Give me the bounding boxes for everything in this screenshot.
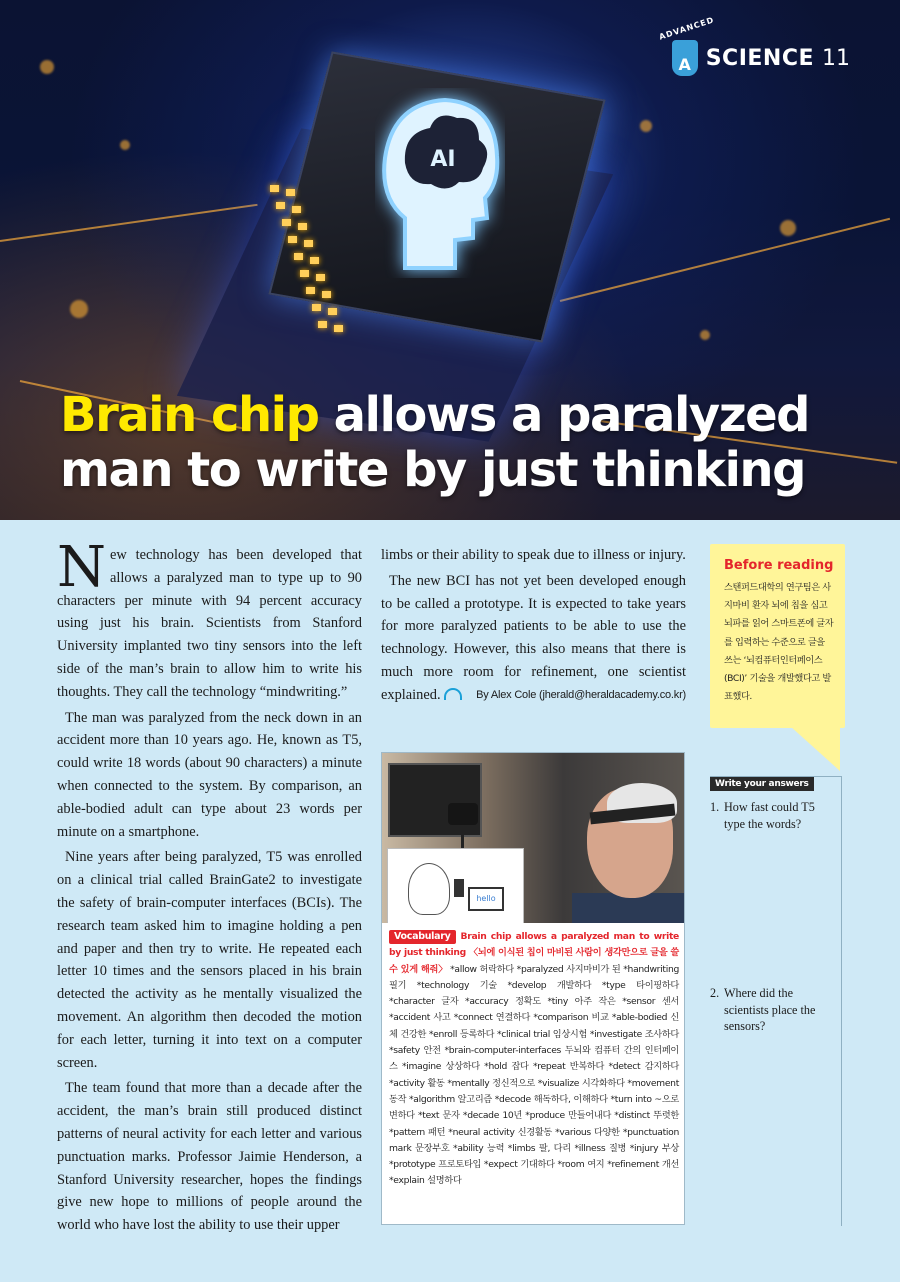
- answers-label: Write your answers: [710, 777, 814, 791]
- advanced-badge-icon: [657, 15, 716, 76]
- vocabulary-text: [389, 929, 679, 1190]
- article-photo: [382, 753, 684, 923]
- headline: [60, 388, 860, 498]
- article-paragraph: The team found that more than a decade after the accident, the man’s brain still produced distinct patterns of neural activity for each letter and various punctuation marks. Professor Jaimie Henderson, a Stanford University researcher, hopes the findings give new hope to millions of people around the world who have lost the ability to use their upper: [57, 1080, 362, 1234]
- camera-icon: [448, 803, 478, 825]
- monitor-shape: [388, 763, 482, 837]
- device-icon: [454, 879, 464, 897]
- question-2: [710, 985, 835, 1035]
- chip-pin: [282, 219, 291, 226]
- head-outline-icon: [408, 863, 450, 915]
- vocabulary-label: Vocabulary: [389, 930, 456, 944]
- chip-pin: [286, 189, 295, 196]
- page-number: 11: [822, 45, 850, 71]
- hero-image: [0, 0, 900, 520]
- question-text: Where did the scientists place the sensors?: [724, 986, 816, 1033]
- chip-pin: [300, 270, 309, 277]
- paragraph-text: The new BCI has not yet been developed enough to be called a prototype. It is expected to take years for more paralyzed patients to be able to use the technology. However, this also means that there is much more room for refinement, one scientist explained.: [381, 572, 686, 703]
- drop-cap: N: [57, 535, 106, 600]
- screen-icon: hello: [468, 887, 504, 911]
- chip-pin: [306, 287, 315, 294]
- bokeh-light: [700, 330, 710, 340]
- ai-chip-label: AI: [430, 147, 456, 172]
- chip-pin: [292, 206, 301, 213]
- headphone-icon[interactable]: [444, 688, 462, 700]
- paragraph-text: ew technology has been developed that allows a paralyzed man to type up to 90 characters per minute with 94 percent accuracy using just his brain. Scientists from Stanford University implanted two tiny sensors into the left side of the man’s brain to allow him to write his thoughts. They call the technology “mindwriting.”: [57, 547, 362, 700]
- question-number: 2.: [710, 986, 720, 1000]
- chip-pin: [288, 236, 297, 243]
- vocabulary-title: Brain chip allows a paralyzed man to write by just thinking 〈뇌에 이식된 칩이 마비된 사람이 생각만으로 글을 쓸 수 있게 해줘〉: [389, 931, 679, 975]
- answers-panel: [710, 776, 842, 1226]
- bci-diagram-inset: [387, 848, 524, 923]
- section-header: [657, 15, 850, 76]
- chip-pin: [316, 274, 325, 281]
- chip-pin: [334, 325, 343, 332]
- chip-pin: [310, 257, 319, 264]
- vocabulary-body: *allow 허락하다 *paralyzed 사지마비가 된 *handwriting 필기 *technology 기술 *develop 개발하다 *type 타이핑하다 *character 글자 *accuracy 정확도 *tiny 아주 작은 *sensor 센서 *accident 사고 *connect 연결하다 *comparison 비교 *able-bodied 신체 건강한 *enroll 등록하다 *clinical trial 임상시험 *investigate 조사하다 *safety 안전 *brain-computer-interfaces 두뇌와 컴퓨터 간의 인터페이스 *imagine 상상하다 *hold 잡다 *repeat 반복하다 *detect 감지하다 *activity 활동 *mentally 정신적으로 *visualize 시각화하다 *movement 동작 *algorithm 알고리즘 *decode 해독하다, 이해하다 *turn into ~으로 변하다 *text 문자 *decade 10년 *produce 만들어내다 *distinct 뚜렷한 *pattern 패턴 *neural activity 신경활동 *various 다양한 *punctuation mark 문장부호 *ability 능력 *limbs 팔, 다리 *illness 질병 *injury 부상 *prototype 프로토타입 *expect 기대하다 *room 여지 *refinement 개선 *explain 설명하다: [389, 963, 680, 1187]
- headline-line2: man to write by just thinking: [60, 442, 805, 498]
- circuit-trace: [560, 218, 890, 302]
- chip-pin: [298, 223, 307, 230]
- question-number: 1.: [710, 800, 720, 814]
- section-name: SCIENCE: [705, 45, 814, 71]
- before-reading-title: Before reading: [724, 558, 834, 573]
- article-paragraph: [381, 570, 686, 707]
- headline-highlight: Brain chip: [60, 387, 319, 443]
- chip-pin: [328, 308, 337, 315]
- before-reading-note: [710, 544, 845, 728]
- chip-pin: [294, 253, 303, 260]
- bokeh-light: [70, 300, 88, 318]
- article-column-1: [57, 535, 362, 1240]
- speech-bubble-tail: [790, 726, 840, 771]
- headline-rest: allows a paralyzed: [318, 387, 810, 443]
- before-reading-text: 스탠퍼드대학의 연구팀은 사지마비 환자 뇌에 칩을 심고 뇌파를 읽어 스마트폰에 글자를 입력하는 수준으로 글을 쓰는 ‘뇌컴퓨터인터페이스(BCI)’ 기술을 개발했다고 발표했다.: [724, 582, 834, 703]
- chip-pin: [322, 291, 331, 298]
- chip-pin: [270, 185, 279, 192]
- article-column-2: [381, 544, 686, 710]
- bokeh-light: [640, 120, 652, 132]
- badge-letter: A: [678, 55, 691, 74]
- article-paragraph: The man was paralyzed from the neck down in an accident more than 10 years ago. He, known as T5, could write 18 words (about 90 characters) a minute when connected to the system. By comparison, an able-bodied adult can type about 23 words per minute on a smartphone.: [57, 709, 362, 840]
- question-1: [710, 799, 835, 832]
- bokeh-light: [40, 60, 54, 74]
- badge-arc-text: ADVANCED: [657, 15, 716, 42]
- circuit-trace: [0, 204, 258, 242]
- question-text: How fast could T5 type the words?: [724, 800, 815, 831]
- article-paragraph: [57, 535, 362, 704]
- chip-pin: [276, 202, 285, 209]
- chip-pin: [318, 321, 327, 328]
- bokeh-light: [120, 140, 130, 150]
- chip-pin: [304, 240, 313, 247]
- ai-head-icon: [375, 88, 505, 278]
- chip-pin: [312, 304, 321, 311]
- photo-vocabulary-box: [381, 752, 685, 1225]
- bokeh-light: [780, 220, 796, 236]
- article-paragraph: limbs or their ability to speak due to illness or injury.: [381, 547, 686, 563]
- article-paragraph: Nine years after being paralyzed, T5 was enrolled on a clinical trial called BrainGate2 to investigate the safety of brain-computer interfaces (BCIs). The research team asked him to imagine holding a pen and paper and then try to write. He repeated each letter 10 times and the sensors placed in his brain detected the activity as he mentally visualized the movement. An algorithm then decoded the motion for each letter, turning it into text on a computer screen.: [57, 849, 362, 1071]
- byline: By Alex Cole (jherald@heraldacademy.co.kr): [476, 688, 686, 701]
